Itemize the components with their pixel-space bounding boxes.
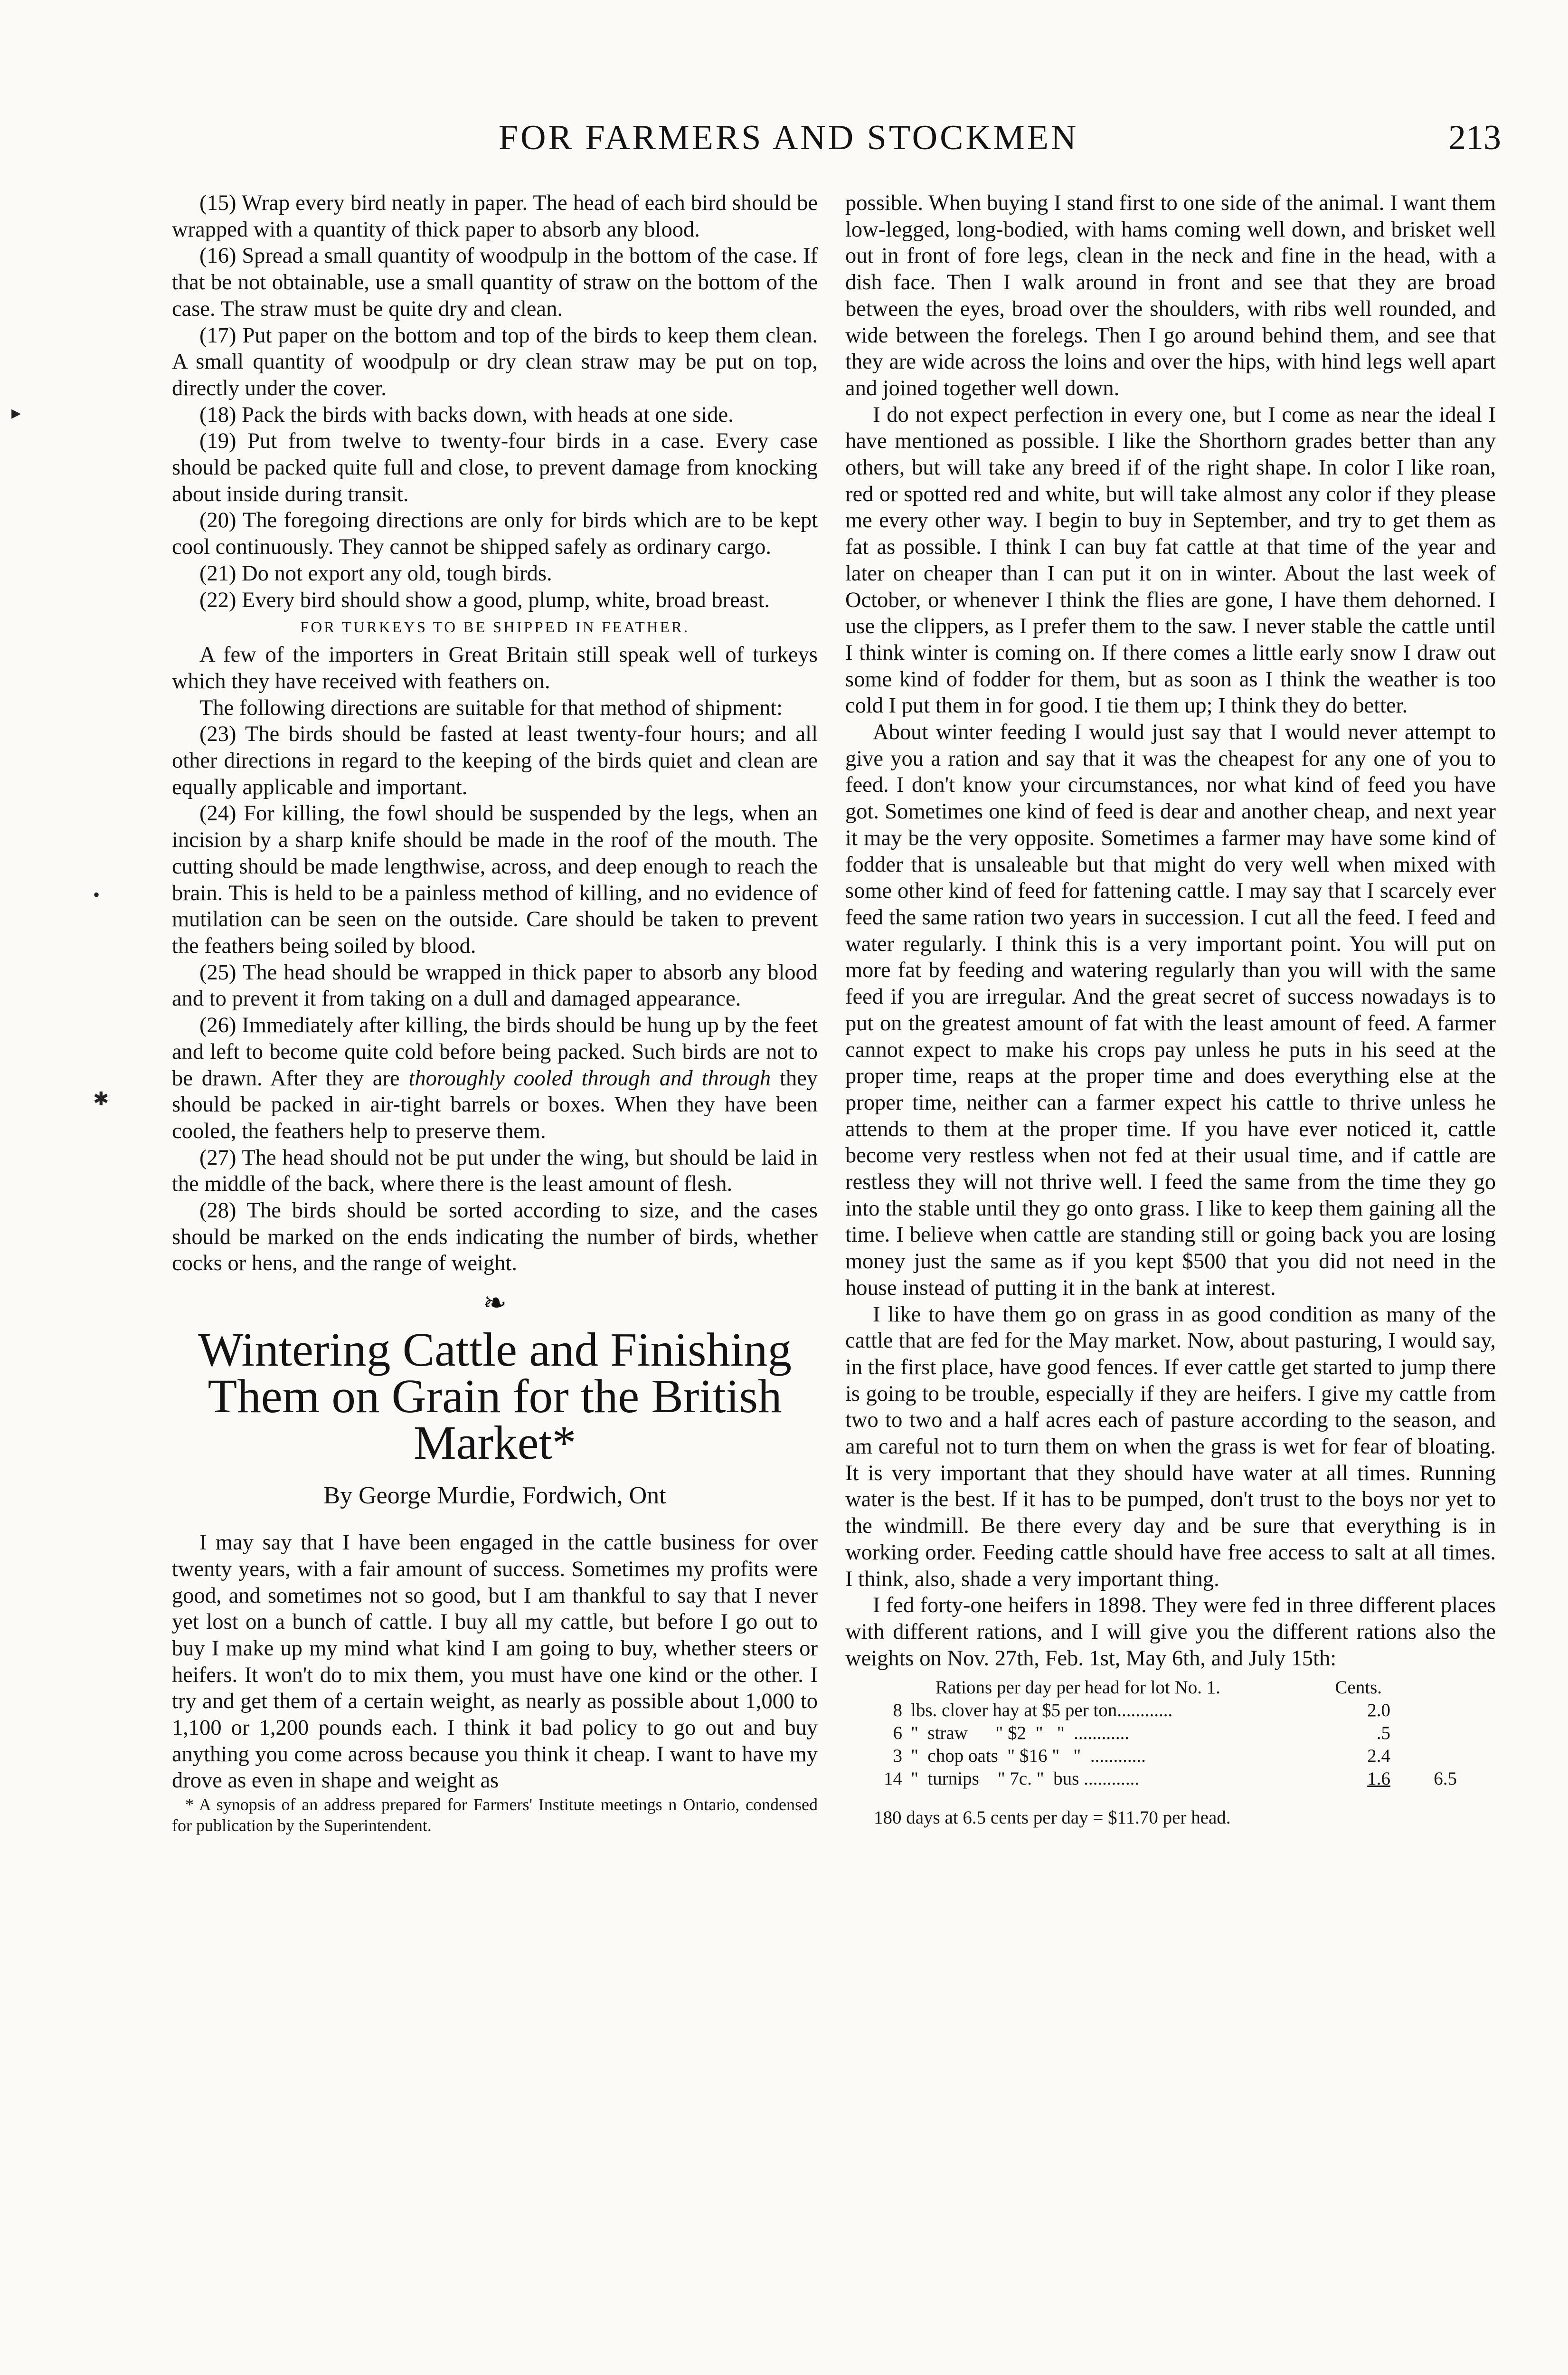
ration-desc: " turnips " 7c. " bus ............ bbox=[911, 1768, 1140, 1789]
paragraph: (24) For killing, the fowl should be suspended by the legs, when an incision by a sharp knife should be made in the roof of the mouth. The cutting should be made lengthwise, across, and deep enough to reach the brain. This is held to be a painless method of killing, and no evidence of mutilation can be seen on the outside. Care should be taken to prevent the feathers being soiled by blood. bbox=[172, 801, 818, 958]
paragraph: (18) Pack the birds with backs down, with heads at one side. bbox=[199, 402, 734, 427]
paragraph: possible. When buying I stand first to one side of the animal. I want them low-legged, long-bodied, with hams coming well down, and brisket well out in front of fore legs, clean in the neck and fine in the head, with a dish face. Then I walk around in front and see that they are broad between the eyes, broad over the shoulders, with ribs well rounded, and wide between the forelegs. Then I go around behind them, and see that they are wide across the loins and over the hips, with hind legs well apart and joined together well down. bbox=[845, 191, 1496, 400]
ration-qty: 8 bbox=[893, 1700, 902, 1721]
paragraph: (16) Spread a small quantity of woodpulp in the bottom of the case. If that be not obtainable, use a small quantity of straw on the bottom of the case. The straw must be quite dry and clean. bbox=[172, 244, 818, 321]
paragraph: I fed forty-one heifers in 1898. They were fed in three different places with different rations, and I will give you the different rations also the weights on Nov. 27th, Feb. 1st, May 6th, and July 15th: bbox=[845, 1593, 1496, 1671]
ration-heading: Rations per day per head for lot No. 1. bbox=[935, 1677, 1220, 1698]
ration-total bbox=[1390, 1722, 1457, 1745]
ration-table bbox=[845, 1676, 1496, 1829]
fleuron-ornament-icon: ❧ bbox=[482, 1287, 507, 1319]
byline: By George Murdie, Fordwich, Ont bbox=[323, 1482, 666, 1510]
margin-mark: • bbox=[93, 884, 100, 905]
ration-cents: 1.6 bbox=[1367, 1768, 1390, 1789]
section-subhead: FOR TURKEYS TO BE SHIPPED IN FEATHER. bbox=[300, 619, 690, 636]
ration-qty: 3 bbox=[893, 1746, 902, 1767]
running-title: FOR FARMERS AND STOCKMEN bbox=[499, 118, 1079, 157]
ration-total bbox=[1390, 1745, 1457, 1767]
ration-cents: 2.4 bbox=[1367, 1746, 1390, 1767]
page-number: 213 bbox=[1448, 118, 1501, 157]
paragraph: (15) Wrap every bird neatly in paper. The head of each bird should be wrapped with a quantity of thick paper to absorb any blood. bbox=[172, 191, 818, 242]
paragraph: (28) The birds should be sorted according to size, and the cases should be marked on the ends indicating the number of birds, whether cocks or hens, and the range of weight. bbox=[172, 1198, 818, 1276]
ration-qty: 14 bbox=[884, 1768, 902, 1789]
ration-desc: lbs. clover hay at $5 per ton............ bbox=[911, 1700, 1173, 1721]
margin-mark: ✱ bbox=[93, 1088, 109, 1110]
article-title: Wintering Cattle and Finishing Them on Grain for the British Market* bbox=[198, 1323, 792, 1470]
paragraph: (25) The head should be wrapped in thick paper to absorb any blood and to prevent it from taking on a dull and damaged appearance. bbox=[172, 960, 818, 1011]
italic-phrase: thoroughly cooled through and through bbox=[408, 1066, 771, 1091]
ration-total bbox=[1390, 1699, 1457, 1722]
table-row bbox=[845, 1722, 1496, 1745]
paragraph: The following directions are suitable for that method of shipment: bbox=[199, 695, 783, 720]
ration-desc: " chop oats " $16 " " ............ bbox=[911, 1746, 1146, 1767]
table-row bbox=[845, 1745, 1496, 1767]
paragraph: I like to have them go on grass in as good condition as many of the cattle that are fed for the May market. Now, about pasturing, I would say, in the first place, have good fences. If ever cattle get started to jump there is going to be trouble, especially if they are heifers. I give my cattle from two to two and a half acres each of pasture according to the season, and am careful not to turn them on when the grass is wet for fear of bloating. It is very important that they should have water at all times. Running water is the best. If it has to be pumped, don't trust to the boys nor yet to the windmill. Be there every day and be sure that everything is in working order. Feeding cattle should have free access to salt at all times. I think, also, shade a very important thing. bbox=[845, 1302, 1496, 1591]
right-column bbox=[845, 190, 1496, 1829]
paragraph: (21) Do not export any old, tough birds. bbox=[199, 561, 552, 586]
paragraph: I do not expect perfection in every one, but I come as near the ideal I have mentioned as possible. I like the Shorthorn grades better than any others, but will take any breed if of the right shape. In color I like roan, red or spotted red and white, but will take almost any color if they please me every other way. I begin to buy in September, and try to get them as fat as possible. I think I can buy fat cattle at that time of the year and later on cheaper than I can put it on in winter. About the last week of October, or whenever I think the flies are gone, I have them dehorned. I use the clippers, as I prefer them to the saw. I never stable the cattle until I think winter is coming on. If there comes a little early snow I draw out some kind of fodder for them, but as soon as I think the weather is too cold I put them in for good. I tie them up; I think they do better. bbox=[845, 402, 1496, 718]
left-column bbox=[172, 190, 818, 1836]
paragraph-26 bbox=[172, 1012, 818, 1145]
ration-footer: 180 days at 6.5 cents per day = $11.70 per head. bbox=[874, 1807, 1231, 1828]
margin-mark: ▸ bbox=[11, 402, 21, 423]
ration-qty: 6 bbox=[893, 1723, 902, 1744]
ration-cents: 2.0 bbox=[1367, 1700, 1390, 1721]
paragraph: (22) Every bird should show a good, plump, white, broad breast. bbox=[199, 588, 770, 612]
paragraph: (17) Put paper on the bottom and top of the birds to keep them clean. A small quantity of woodpulp or dry clean straw may be put on top, directly under the cover. bbox=[172, 323, 818, 400]
paragraph: About winter feeding I would just say that I would never attempt to give you a ration and say that it was the cheapest for any one of you to feed. I don't know your circumstances, nor what kind of feed you have got. Sometimes one kind of feed is dear and another cheap, and next year it may be the very opposite. Sometimes a farmer may have some kind of fodder that is unsaleable but that might do very well when mixed with some other kind of feed for fattening cattle. I may say that I scarcely ever feed the same ration two years in succession. I cut all the feed. I feed and water regularly. I think this is a very important point. You will put on more fat by feeding and watering regularly than you will with the same feed if you are irregular. And the great secret of success nowadays is to put on the greatest amount of fat with the least amount of feed. A farmer cannot expect to make his crops pay unless he puts in his seed at the proper time, reaps at the proper time and does everything else at the proper time, neither can a farmer expect his cattle to thrive unless he attends to them at the proper time. If you have ever noticed it, cattle become very restless when not fed at their usual time, and if cattle are restless they will not thrive well. I feed the same from the time they go into the stable until they go onto grass. I like to keep them gaining all the time. I believe when cattle are standing still or going back you are losing money just the same as if you kept $500 that you did not need in the house instead of putting it in the bank at interest. bbox=[845, 720, 1496, 1300]
paragraph-text: they should be packed in air-tight barrels or boxes. When they have been cooled, the feathers help to preserve them. bbox=[172, 1066, 818, 1143]
footnote: * A synopsis of an address prepared for Farmers' Institute meetings n Ontario, condensed for publication by the Superintendent. bbox=[172, 1795, 818, 1835]
paragraph: A few of the importers in Great Britain still speak well of turkeys which they have received with feathers on. bbox=[172, 643, 818, 694]
paragraph: (23) The birds should be fasted at least twenty-four hours; and all other directions in regard to the keeping of the birds quiet and clean are equally applicable and important. bbox=[172, 722, 818, 799]
paragraph: (20) The foregoing directions are only for birds which are to be kept cool continuously. They cannot be shipped safely as ordinary cargo. bbox=[172, 508, 818, 560]
ration-total: 6.5 bbox=[1434, 1768, 1457, 1789]
page-header bbox=[0, 118, 1568, 175]
table-row bbox=[845, 1767, 1496, 1790]
paragraph-text: (26) Immediately after killing, the birds should be hung up by the feet and left to become quite cold before being packed. Such birds are not to be drawn. After they are bbox=[172, 1013, 818, 1091]
article-paragraph: I may say that I have been engaged in the cattle business for over twenty years, with a fair amount of success. Sometimes my profits were good, and sometimes not so good, but I am thankful to say that I never yet lost on a bunch of cattle. I buy all my cattle, but before I go out to buy I make up my mind what kind I am going to buy, whether steers or heifers. It won't do to mix them, you must have one kind or the other. I try and get them of a certain weight, as nearly as possible about 1,000 to 1,100 or 1,200 pounds each. I think it bad policy to go out and buy anything you come across because you think it cheap. I want to have my drove as even in shape and weight as bbox=[172, 1530, 818, 1793]
ration-desc: " straw " $2 " " ............ bbox=[911, 1723, 1130, 1744]
ration-cents: .5 bbox=[1376, 1723, 1390, 1744]
cents-heading: Cents. bbox=[1335, 1677, 1382, 1698]
paragraph: (19) Put from twelve to twenty-four birds in a case. Every case should be packed quite full and close, to prevent damage from knocking about inside during transit. bbox=[172, 429, 818, 506]
table-row bbox=[845, 1699, 1496, 1722]
paragraph: (27) The head should not be put under the wing, but should be laid in the middle of the back, where there is the least amount of flesh. bbox=[172, 1145, 818, 1197]
ration-table-header bbox=[845, 1676, 1496, 1699]
